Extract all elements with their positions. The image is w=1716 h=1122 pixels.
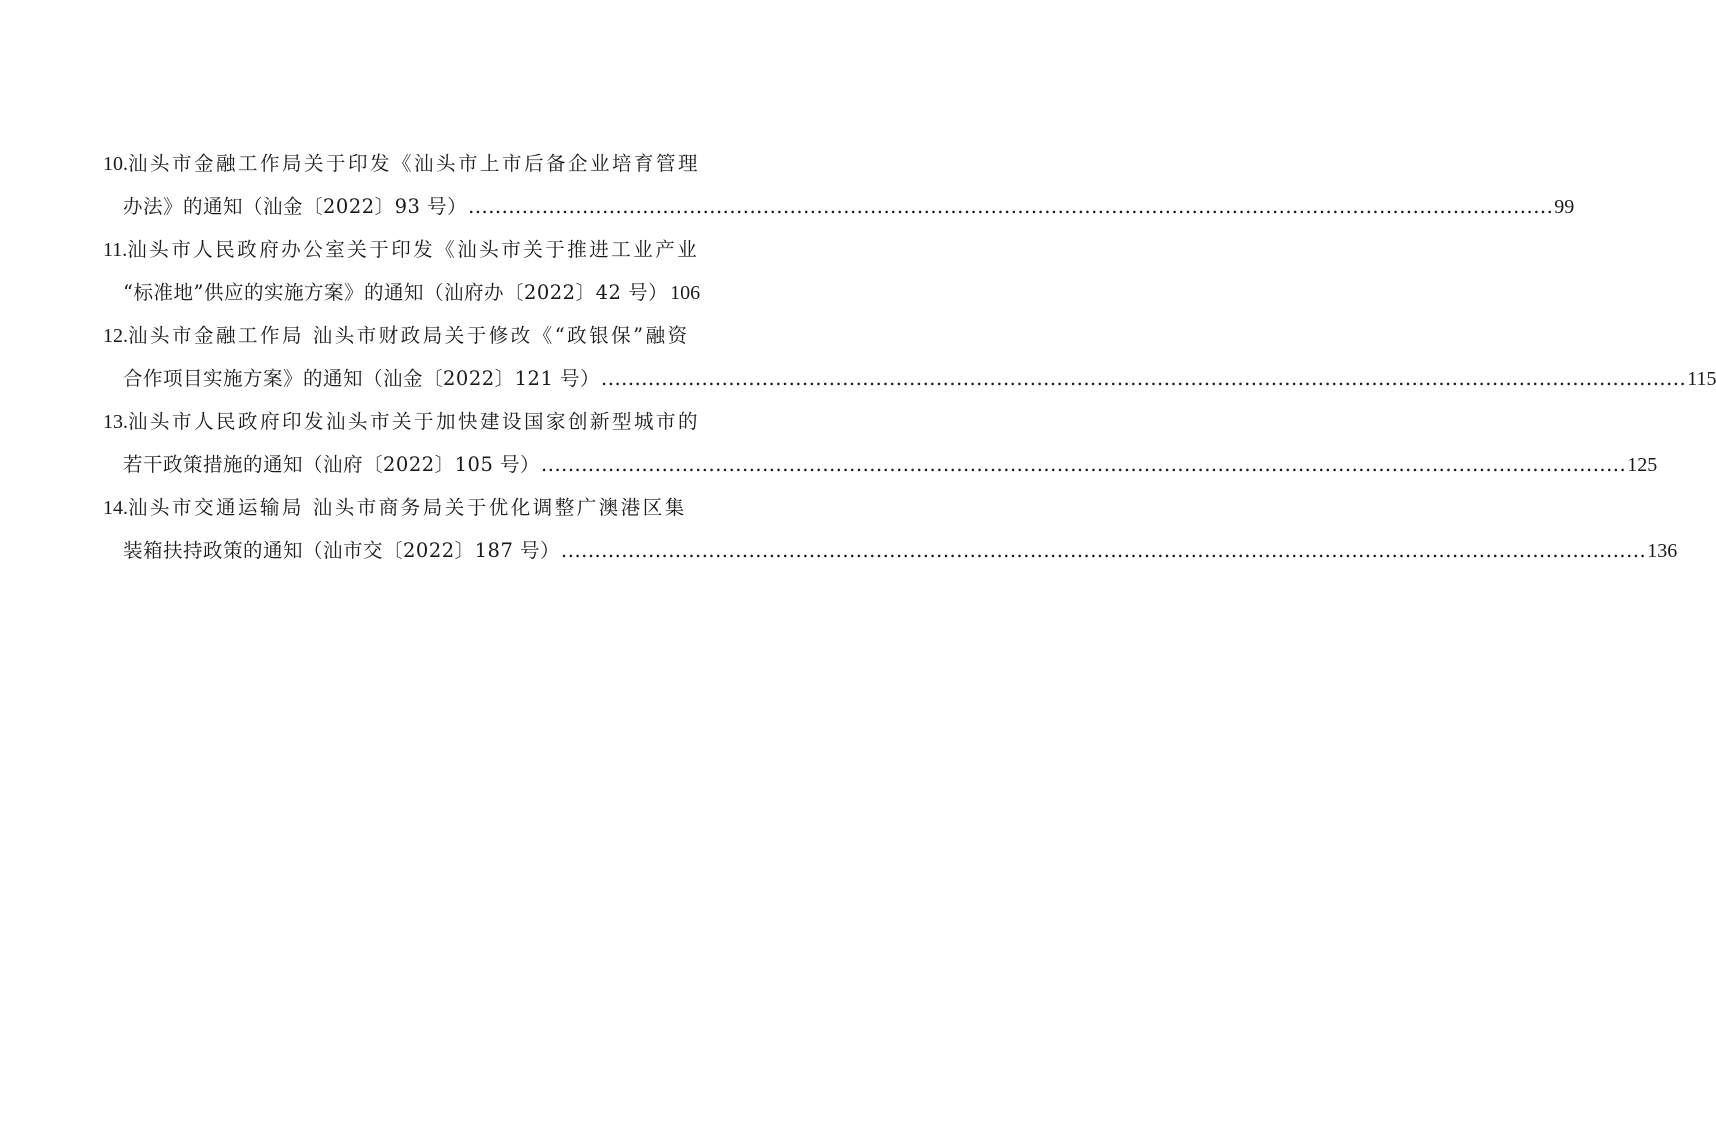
toc-entry-page: 115: [1687, 368, 1716, 390]
dot-leader: [541, 443, 1626, 486]
toc-entry-title-line1: 汕头市金融工作局 汕头市财政局关于修改《“政银保”融资: [128, 324, 690, 347]
toc-entry-title-line2: 装箱扶持政策的通知（汕市交〔2022〕187 号）: [123, 539, 561, 562]
toc-entry-title-line1: 汕头市人民政府办公室关于印发《汕头市关于推进工业产业: [127, 238, 700, 261]
toc-entry-number: 13.: [103, 411, 128, 433]
toc-entry-continuation: [103, 529, 1678, 572]
toc-entry-title-line1: 汕头市人民政府印发汕头市关于加快建设国家创新型城市的: [128, 410, 701, 433]
toc-entry-title: [103, 228, 700, 271]
toc-entry-title: [103, 486, 691, 529]
toc-entry-title-line2: “标准地”供应的实施方案》的通知（汕府办〔2022〕42 号）: [123, 281, 669, 304]
toc-entry[interactable]: [103, 142, 1575, 228]
toc-entry-continuation: [103, 443, 1658, 486]
dot-leader: [601, 357, 1686, 400]
table-of-contents: [103, 142, 1716, 572]
toc-entry[interactable]: [103, 228, 701, 314]
toc-entry-number: 14.: [103, 497, 128, 519]
toc-entry[interactable]: [103, 486, 1678, 572]
toc-entry-title-line1: 汕头市金融工作局关于印发《汕头市上市后备企业培育管理: [128, 152, 701, 175]
toc-entry-title-line2: 办法》的通知（汕金〔2022〕93 号）: [123, 195, 468, 218]
toc-entry-title: [103, 142, 701, 185]
toc-entry[interactable]: [103, 400, 1658, 486]
toc-entry-title: [103, 314, 691, 357]
toc-entry-page: 99: [1554, 196, 1575, 218]
toc-entry-title: [103, 400, 701, 443]
toc-entry-title-line2: 若干政策措施的通知（汕府〔2022〕105 号）: [123, 453, 541, 476]
toc-entry-continuation: [103, 271, 701, 314]
dot-leader: [468, 185, 1553, 228]
toc-entry-number: 10.: [103, 153, 128, 175]
toc-entry-title-line2: 合作项目实施方案》的通知（汕金〔2022〕121 号）: [123, 367, 601, 390]
toc-entry-page: 106: [670, 282, 701, 304]
dot-leader: [561, 529, 1646, 572]
toc-entry-continuation: [103, 357, 1716, 400]
toc-entry-title-line1: 汕头市交通运输局 汕头市商务局关于优化调整广澳港区集: [128, 496, 687, 519]
toc-entry-number: 11.: [103, 239, 128, 261]
toc-entry-number: 12.: [103, 325, 128, 347]
toc-entry[interactable]: [103, 314, 1716, 400]
toc-entry-continuation: [103, 185, 1575, 228]
toc-entry-page: 136: [1647, 540, 1678, 562]
toc-entry-page: 125: [1627, 454, 1658, 476]
